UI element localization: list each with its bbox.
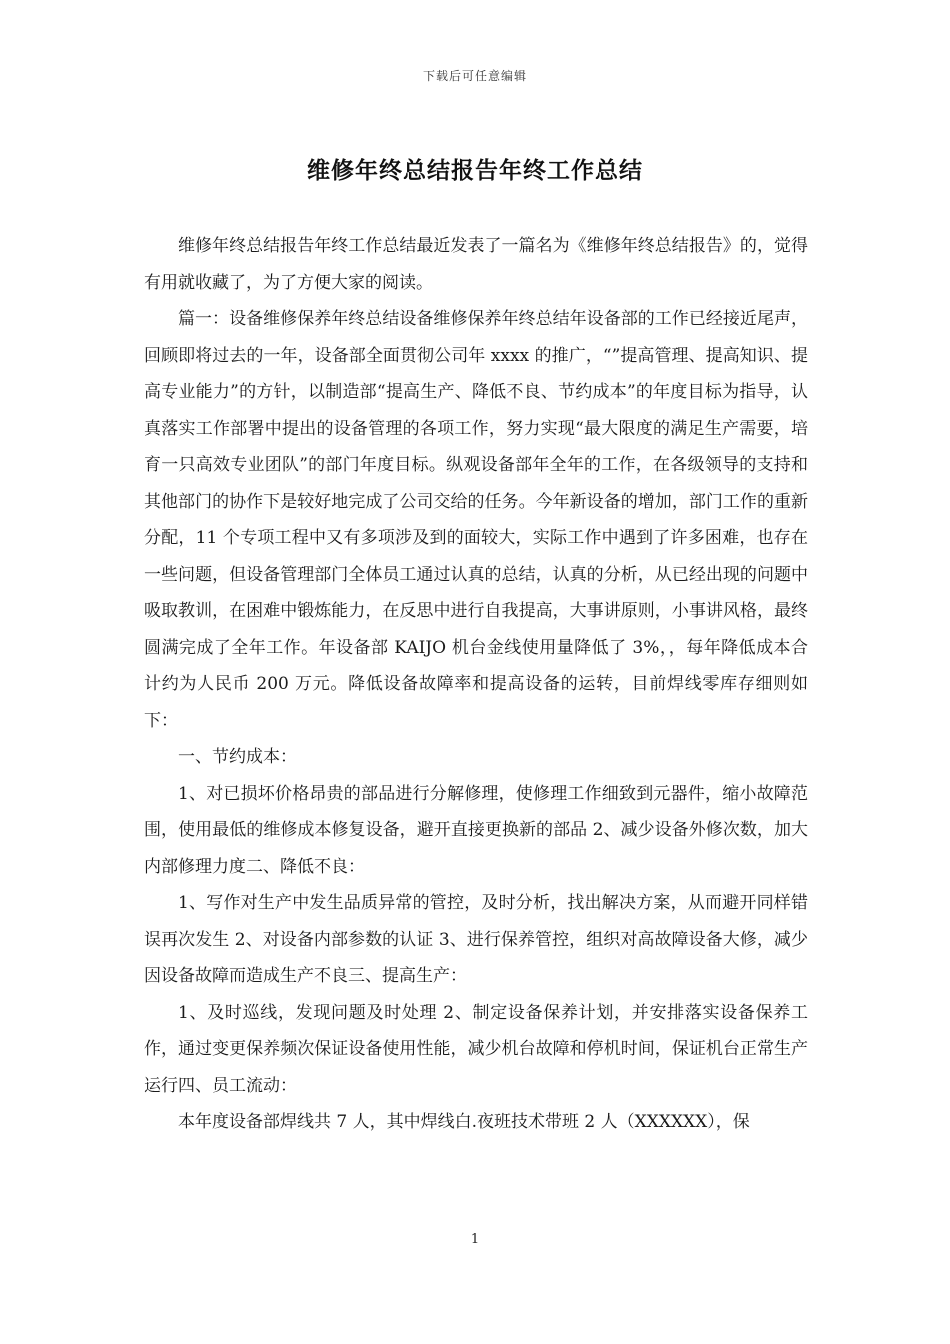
document-body xyxy=(144,228,808,1141)
paragraph-production-items: 1、及时巡线，发现问题及时处理 2、制定设备保养计划，并安排落实设备保养工作，通过变更保养频次保证设备使用性能，减少机台故障和停机时间，保证机台正常生产运行四、员工流动： xyxy=(144,1002,808,1096)
section-heading-cost: 一、节约成本： xyxy=(178,747,297,767)
paragraph-staff: 本年度设备部焊线共 7 人，其中焊线白.夜班技术带班 2 人（XXXXXX），保 xyxy=(178,1112,750,1132)
paragraph-cost-items: 1、对已损坏价格昂贵的部品进行分解修理，使修理工作细致到元器件，缩小故障范围，使用最低的维修成本修复设备，避开直接更换新的部品 2、减少设备外修次数，加大内部修理力度二、降低不良： xyxy=(144,783,808,877)
paragraph-intro: 维修年终总结报告年终工作总结最近发表了一篇名为《维修年终总结报告》的，觉得有用就收藏了，为了方便大家的阅读。 xyxy=(144,236,808,293)
header-note: 下载后可任意编辑 xyxy=(422,69,527,83)
page-number: 1 xyxy=(470,1232,480,1247)
paragraph-defect-items: 1、写作对生产中发生品质异常的管控，及时分析，找出解决方案，从而避开同样错误再次发生 2、对设备内部参数的认证 3、进行保养管控，组织对高故障设备大修，减少因设备故障而造成生产不良三、提高生产： xyxy=(144,893,808,986)
paragraph-part-one: 篇一：设备维修保养年终总结设备维修保养年终总结年设备部的工作已经接近尾声，回顾即将过去的一年，设备部全面贯彻公司年 xxxx 的推广，“”提高管理、提高知识、提高专业能力”的方针，以制造部“提高生产、降低不良、节约成本”的年度目标为指导，认真落实工作部署中提出的设备管理的各项工作，努力实现“最大限度的满足生产需要，培育一只高效专业团队”的部门年度目标。纵观设备部年全年的工作，在各级领导的支持和其他部门的协作下是较好地完成了公司交给的任务。今年新设备的增加，部门工作的重新分配，11 个专项工程中又有多项涉及到的面较大，实际工作中遇到了许多困难，也存在一些问题，但设备管理部门全体员工通过认真的总结，认真的分析，从已经出现的问题中吸取教训，在困难中锻炼能力，在反思中进行自我提高，大事讲原则，小事讲风格，最终圆满完成了全年工作。年设备部 KAIJO 机台金线使用量降低了 3%，，每年降低成本合计约为人民币 200 万元。降低设备故障率和提高设备的运转，目前焊线零库存细则如下： xyxy=(144,309,808,731)
document-title: 维修年终总结报告年终工作总结 xyxy=(307,158,643,184)
